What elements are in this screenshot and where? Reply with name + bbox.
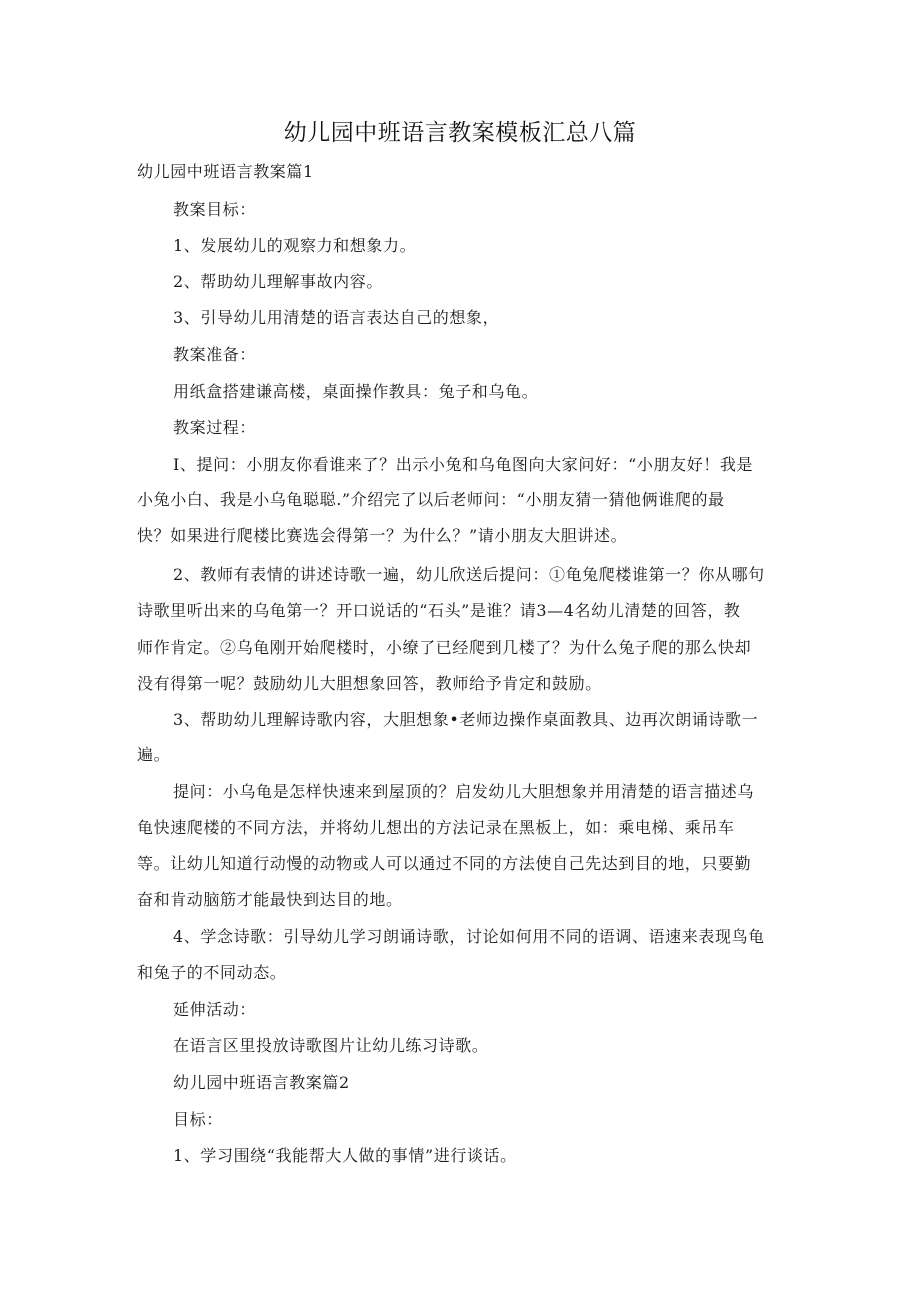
paragraph: 1、学习围绕“我能帮大人做的事情”进行谈话。 bbox=[173, 1146, 517, 1165]
paragraph: 教案目标： bbox=[173, 200, 257, 219]
section-heading-1: 幼儿园中班语言教案篇1 bbox=[137, 162, 314, 181]
paragraph-line: 4、学念诗歌：引导幼儿学习朗诵诗歌，讨论如何用不同的语调、语速来表现鸟龟 bbox=[173, 927, 765, 946]
paragraph-line: 没有得第一呢？鼓励幼儿大胆想象回答，教师给予肯定和鼓励。 bbox=[137, 674, 602, 693]
paragraph: 目标： bbox=[173, 1110, 223, 1129]
paragraph: 在语言区里投放诗歌图片让幼儿练习诗歌。 bbox=[173, 1036, 489, 1055]
document-title: 幼儿园中班语言教案模板汇总八篇 bbox=[283, 120, 637, 146]
paragraph-line: 小兔小白、我是小乌龟聪聪.”介绍完了以后老师问：“小朋友猜一猜他俩谁爬的最 bbox=[137, 490, 725, 509]
paragraph: 1、发展幼儿的观察力和想象力。 bbox=[173, 236, 417, 255]
paragraph-line: 2、教师有表情的讲述诗歌一遍，幼儿欣送后提问：①龟兔爬楼谁第一？你从哪句 bbox=[173, 565, 765, 584]
paragraph: 用纸盒搭建谦高楼，桌面操作教具：兔子和乌龟。 bbox=[173, 382, 539, 401]
paragraph-line: 遍。 bbox=[137, 745, 171, 764]
paragraph-line: 和兔子的不同动态。 bbox=[137, 963, 287, 982]
paragraph: 3、引导幼儿用清楚的语言表达自己的想象， bbox=[173, 308, 500, 327]
paragraph-line: 诗歌里听出来的乌龟第一？开口说话的“石头”是谁？请3—4名幼儿清楚的回答，教 bbox=[137, 601, 741, 620]
paragraph-line: 快？如果进行爬楼比赛选会得第一？为什么？”请小朋友大胆讲述。 bbox=[137, 526, 628, 545]
paragraph-line: 等。让幼儿知道行动慢的动物或人可以通过不同的方法使自己先达到目的地，只要勤 bbox=[137, 854, 752, 873]
section-heading-2: 幼儿园中班语言教案篇2 bbox=[173, 1073, 350, 1092]
paragraph-line: 奋和肯动脑筋才能最快到达目的地。 bbox=[137, 890, 403, 909]
paragraph: 教案准备： bbox=[173, 345, 257, 364]
paragraph-line: 3、帮助幼儿理解诗歌内容，大胆想象•老师边操作桌面教具、边再次朗诵诗歌一 bbox=[173, 710, 759, 729]
paragraph-line: 龟快速爬楼的不同方法，并将幼儿想出的方法记录在黑板上，如：乘电梯、乘吊车 bbox=[137, 818, 735, 837]
paragraph: 2、帮助幼儿理解事故内容。 bbox=[173, 272, 383, 291]
paragraph-line: 提问：小乌龟是怎样快速来到屋顶的？启发幼儿大胆想象并用清楚的语言描述乌 bbox=[173, 782, 755, 801]
paragraph: 延伸活动： bbox=[173, 1000, 257, 1019]
paragraph-line: 师作肯定。②乌龟刚开始爬楼时，小缭了已经爬到几楼了？为什么兔子爬的那么快却 bbox=[137, 638, 752, 657]
paragraph: 教案过程： bbox=[173, 418, 257, 437]
paragraph-line: I、提问：小朋友你看谁来了？出示小兔和乌龟图向大家问好：“小朋友好！我是 bbox=[173, 455, 754, 474]
